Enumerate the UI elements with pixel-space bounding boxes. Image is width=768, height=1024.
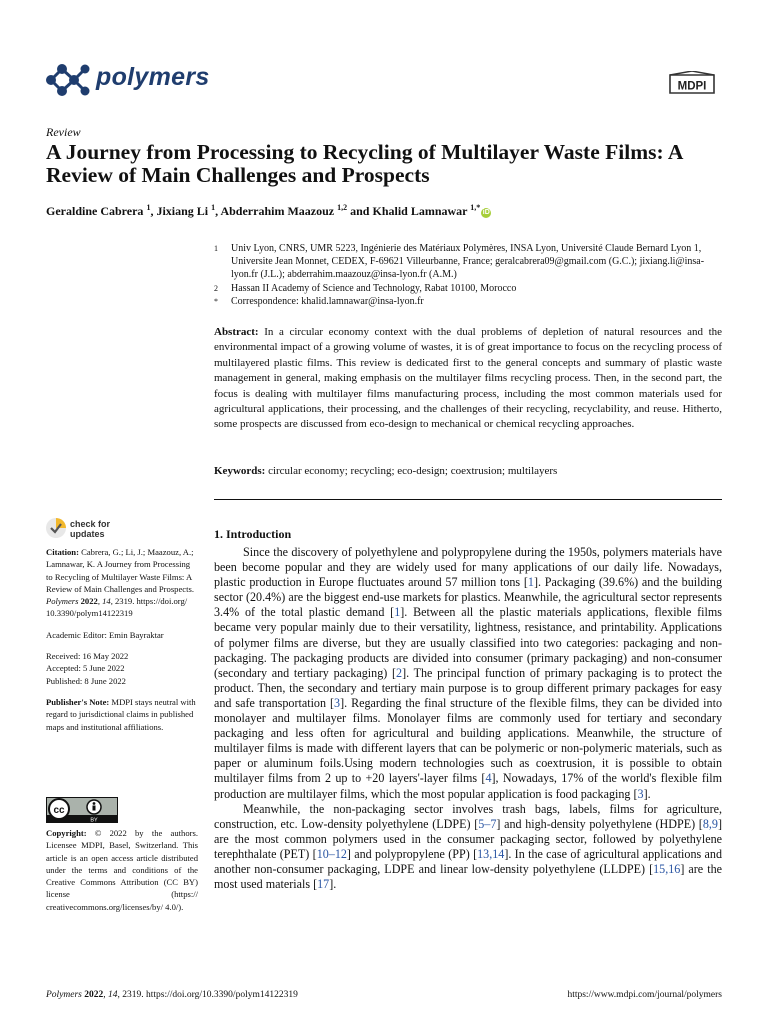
check-updates-icon [45,517,67,539]
reference-link[interactable]: 1 [527,575,534,590]
check-updates-line1: check for [70,519,111,529]
paragraph: Meanwhile, the non-packaging sector involves trash bags, labels, films for agriculture, construction, etc. Low-density polyethylene (LDPE) [5–7] and high-density polyethylene (HDPE) [8,9] are the most common polymers used in the consumer packaging sector, followed by polyethylene terephthalate (PET) [10–12] and polypropylene (PP) [13,14]. In the case of agricultural applications and another non-consumer packaging, LDPE and linear low-density polyethylene (LLDPE) [15,16] are the most used materials [17]. [214,801,722,892]
abstract-text: In a circular economy context with the dual problems of depletion of natural resources and the environmental impact of a growing volume of wastes, it is of great importance to focus on the recycling process of multilayered plastic films. This review is dedicated first to the general concepts and summary of plastic waste management in general, making emphasis on the multilayer films recycling process. Then, in the second part, the focus is dealing with multilayer films manufacturing process, including the most common materials used for agricultural applications, their processing, and the challenges of their recycling, recyclability, and reuse. Hitherto, some prospects are discussed from eco-design to mechanical or chemical recycling approaches. [214,326,723,431]
reference-link[interactable]: 15,16 [653,861,681,876]
abstract [214,325,722,433]
citation: Citation: Cabrera, G.; Li, J.; Maazouz, A.; Lamnawar, K. A Journey from Processing to Recycling of Multilayer Waste Films: A Review of Main Challenges and Prospects. Polymers 2022, 14, 2319. https://doi.org/ 10.3390/polym14122319 [46,547,194,619]
divider [214,499,722,500]
mdpi-logo-text: MDPI [677,80,707,93]
accepted-date: Accepted: 5 June 2022 [46,663,125,674]
reference-link[interactable]: 5–7 [478,816,497,831]
academic-editor: Academic Editor: Emin Bayraktar [46,629,164,640]
reference-link[interactable]: 3 [637,786,644,801]
author-affiliation-mark: 1,2 [337,203,348,212]
affiliations [214,242,724,308]
keywords [214,465,722,477]
received-date: Received: 16 May 2022 [46,651,129,662]
reference-link[interactable]: 10–12 [316,846,347,861]
body-text [214,545,722,892]
author-affiliation-mark: 1 [211,203,216,212]
section-heading: 1. Introduction [214,527,292,541]
author-name: Geraldine Cabrera [46,204,144,218]
author-affiliation-mark: 1,* [470,203,481,212]
orcid-icon[interactable]: iD [482,209,490,216]
polymers-logo-icon [44,60,90,100]
journal-name: polymers [96,63,210,91]
copyright: Copyright: © 2022 by the authors. Licensee MDPI, Basel, Switzerland. This article is an open access article distributed under the terms and conditions of the Creative Commons Attribution (CC BY) license (https:// creativecommons.org/licenses/by/ 4.0/). [46,828,198,912]
article-type: Review [46,125,81,139]
author-name: Jixiang Li [156,204,209,218]
check-for-updates-button[interactable] [45,517,117,543]
svg-text:cc: cc [53,805,65,816]
footer-journal-url[interactable]: https://www.mdpi.com/journal/polymers [567,990,722,1000]
footer-citation: Polymers 2022, 14, 2319. https://doi.org/10.3390/polym14122319 [46,990,298,1000]
check-updates-line2: updates [70,529,105,539]
affiliation-item: 2 Hassan II Academy of Science and Technology, Rabat 10100, Morocco [214,282,517,294]
publisher-note: Publisher's Note: MDPI stays neutral with regard to jurisdictional claims in published maps and institutional affiliations. [46,696,196,732]
reference-link[interactable]: 17 [317,877,330,892]
abstract-label: Abstract: [214,326,259,338]
reference-link[interactable]: 3 [334,695,341,710]
cc-by-license-icon[interactable] [46,797,118,823]
reference-link[interactable]: 2 [396,665,403,680]
mdpi-logo-icon[interactable] [666,71,718,95]
author-name: Khalid Lamnawar [372,204,468,218]
reference-link[interactable]: 13,14 [477,846,505,861]
article-title: A Journey from Processing to Recycling of Multilayer Waste Films: A Review of Main Challenges and Prospects [46,140,683,187]
reference-link[interactable]: 8,9 [702,816,718,831]
author-affiliation-mark: 1 [146,203,151,212]
reference-link[interactable]: 1 [394,605,401,620]
published-date: Published: 8 June 2022 [46,675,126,686]
author-list: Geraldine Cabrera $^1$, Jixiang Li $^1$, Abderrahim Maazouz $^{1,2}$ and Khalid Lamnawar $^{1,*}$iD [46,203,490,218]
sidebar-info [46,546,198,733]
paragraph: Since the discovery of polyethylene and polypropylene during the 1950s, polymers materials have been become popular and they are widely used for many applications of our daily life. Nowadays, plastic production in Europe fluctuates around 57 million tons [1]. Packaging (39.6%) and the building sector (20.4%) are the biggest end-use markets for plastics. Meanwhile, the agricultural sector represents 3.4% of the total plastic demand [1]. Between all the plastic materials applications, flexible films became very popular mainly due to their versatility, lightness, resistance, and printability. Applications of polymer films are diverse, but they are usually classified into two categories: packaging and non-packaging. The packaging products are divided into consumer (primary packaging) and non-consumer (secondary and tertiary packaging) [2]. The principal function of primary packaging is to protect the product. Then, the secondary and tertiary main purpose is to group different primary packages for easy and safe transportation [3]. Regarding the final structure of the flexible films, they can be divided into monolayer and multilayer films. Monolayer films are commonly used for tertiary and secondary packaging and less often for agricultural and building applications. Meanwhile, the structure of multilayer films is made with different layers that can be polymeric or non-polymeric materials, such as paper or aluminum foils.Using modern technologies such as coextrusion, it is possible to obtain multilayer films from 2 up to +20 layers'-layer films [4], Nowadays, 17% of the world's flexible film production are multilayer films, which the most popular application is food packaging [3]. [214,545,722,801]
keywords-text: circular economy; recycling; eco-design; coextrusion; multilayers [268,465,558,477]
author-name: Abderrahim Maazouz [220,204,335,218]
keywords-label: Keywords: [214,465,266,477]
correspondence: * Correspondence: khalid.lamnawar@insa-lyon.fr [214,295,424,307]
cc-by-label: BY [90,817,98,823]
affiliation-item: 1 Univ Lyon, CNRS, UMR 5223, Ingénierie des Matériaux Polymères, INSA Lyon, Université Claude Bernard Lyon 1, Universite Jean Monnet, CEDEX, F-69621 Villeurbanne, France; geralcabrera09@gmail.com (G.C.); jixiang.li@insa-lyon.fr (J.L.); abderrahim.maazouz@insa-lyon.fr (A.M.) [214,243,705,281]
reference-link[interactable]: 4 [485,771,492,786]
